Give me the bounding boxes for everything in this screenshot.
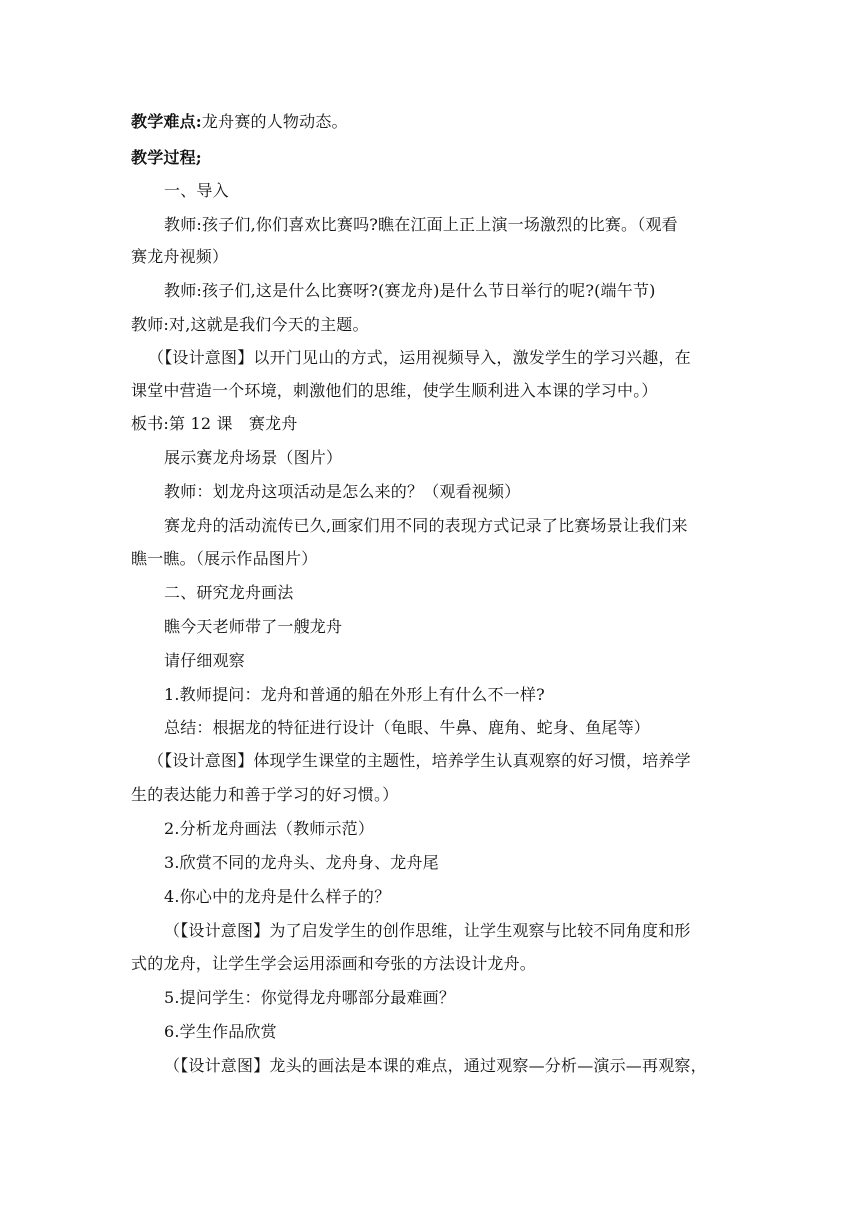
teaching-difficulty-label: 教学难点: — [131, 112, 202, 131]
teaching-difficulty-line — [131, 112, 348, 132]
paragraph-line: 教师：划龙舟这项活动是怎么来的？（观看视频） — [164, 482, 521, 501]
list-item: 4.你心中的龙舟是什么样子的？ — [164, 887, 391, 906]
paragraph-line: 请仔细观察 — [164, 651, 246, 670]
design-intent-line: 生的表达能力和善于学习的好习惯。） — [131, 785, 399, 804]
list-item: 6.学生作品欣赏 — [164, 1022, 277, 1041]
design-intent-line: 课堂中营造一个环境，刺激他们的思维，使学生顺利进入本课的学习中。） — [131, 381, 658, 400]
paragraph-line: 赛龙舟的活动流传已久,画家们用不同的表现方式记录了比赛场景让我们来 — [164, 516, 688, 535]
list-item: 3.欣赏不同的龙舟头、龙舟身、龙舟尾 — [164, 853, 439, 872]
section-study-heading: 二、研究龙舟画法 — [164, 583, 294, 602]
blackboard-title-line: 板书:第 12 课 赛龙舟 — [131, 414, 298, 433]
list-item: 5.提问学生：你觉得龙舟哪部分最难画？ — [164, 988, 456, 1007]
teaching-difficulty-text: 龙舟赛的人物动态。 — [201, 112, 348, 131]
section-intro-heading: 一、导入 — [164, 181, 229, 200]
paragraph-line: 赛龙舟视频） — [131, 247, 229, 266]
design-intent-line: （【设计意图】体现学生课堂的主题性，培养学生认真观察的好习惯，培养学 — [148, 751, 691, 770]
paragraph-line: 教师:对,这就是我们今天的主题。 — [131, 315, 369, 334]
design-intent-line: 式的龙舟，让学生学会运用添画和夸张的方法设计龙舟。 — [131, 954, 537, 973]
list-item: 2.分析龙舟画法（教师示范） — [164, 819, 375, 838]
design-intent-line: （【设计意图】为了启发学生的创作思维，让学生观察与比较不同角度和形 — [164, 921, 691, 940]
list-item: 1.教师提问：龙舟和普通的船在外形上有什么不一样? — [164, 685, 545, 704]
design-intent-line: （【设计意图】龙头的画法是本课的难点，通过观察—分析—演示—再观察， — [164, 1056, 707, 1075]
paragraph-line: 教师:孩子们,这是什么比赛呀?(赛龙舟)是什么节日举行的呢?(端午节) — [164, 281, 656, 300]
paragraph-line: 展示赛龙舟场景（图片） — [164, 448, 343, 467]
paragraph-line: 瞧今天老师带了一艘龙舟 — [164, 617, 343, 636]
teaching-process-heading: 教学过程; — [131, 148, 202, 167]
paragraph-line: 教师:孩子们,你们喜欢比赛吗?瞧在江面上正上演一场激烈的比赛。（观看 — [164, 215, 678, 234]
design-intent-line: （【设计意图】以开门见山的方式，运用视频导入，激发学生的学习兴趣，在 — [148, 348, 691, 367]
paragraph-line: 总结：根据龙的特征进行设计（龟眼、牛鼻、鹿角、蛇身、鱼尾等） — [164, 718, 651, 737]
paragraph-line: 瞧一瞧。（展示作品图片） — [131, 549, 318, 568]
